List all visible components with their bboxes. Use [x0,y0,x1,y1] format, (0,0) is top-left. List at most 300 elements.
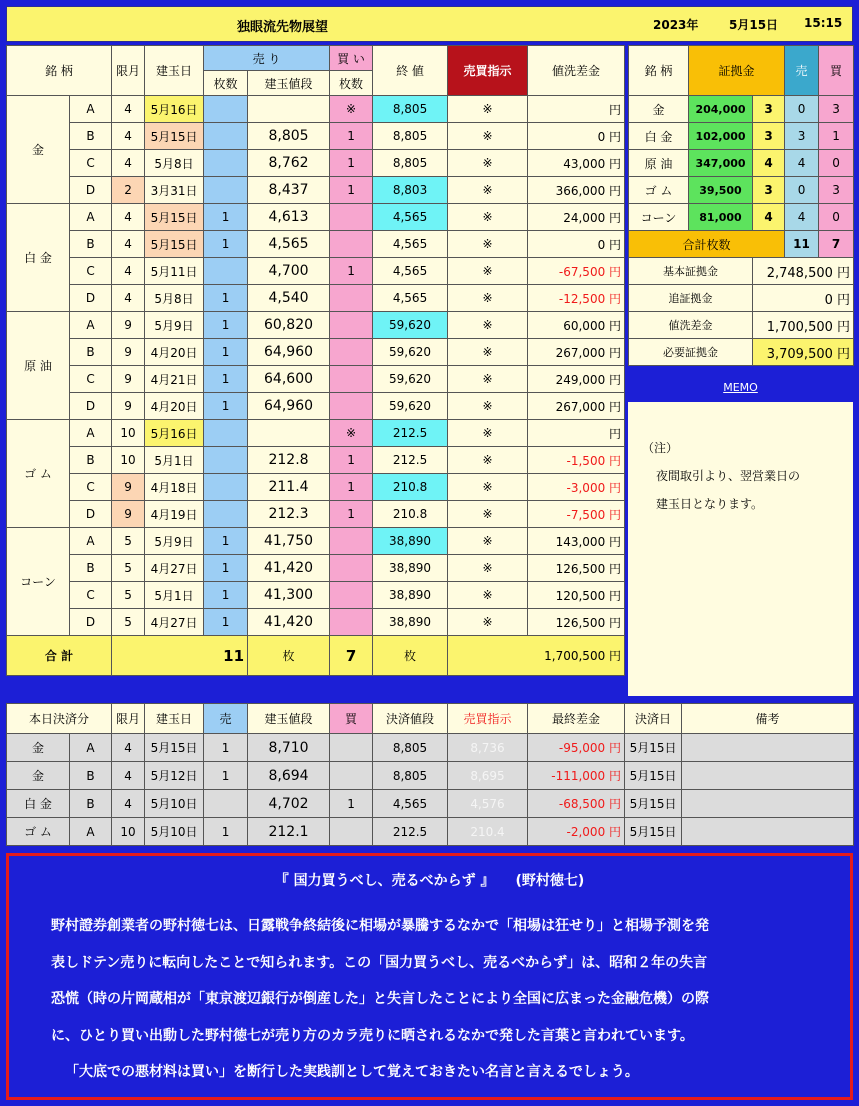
total-buy-unit: 枚 [373,636,448,676]
valuation-diff: 0 円 [528,123,625,150]
total-diff: 1,700,500 円 [448,636,625,676]
contract-label: B [70,231,112,258]
settle-open-date: 5月10日 [145,790,204,818]
open-date: 5月16日 [145,96,204,123]
valuation-diff: 143,000 円 [528,528,625,555]
sell-qty: 1 [204,609,248,636]
margin-col-buy: 買 [819,46,854,96]
open-date: 5月15日 [145,123,204,150]
settle-brand: 金 [7,734,70,762]
settle-col-open-date: 建玉日 [145,704,204,734]
total-count-sell: 11 [785,231,819,258]
sell-qty: 1 [204,582,248,609]
close-price: 59,620 [373,366,448,393]
open-price: 211.4 [248,474,330,501]
trade-signal: ※ [448,204,528,231]
settle-sell: 1 [204,734,248,762]
sell-qty: 1 [204,231,248,258]
col-brand: 銘 柄 [7,46,112,96]
open-date: 5月1日 [145,582,204,609]
close-price: 59,620 [373,339,448,366]
open-date: 5月9日 [145,528,204,555]
col-diff: 値洗差金 [528,46,625,96]
trade-signal: ※ [448,123,528,150]
open-date: 4月21日 [145,366,204,393]
settlement-table [6,703,854,846]
close-price: 38,890 [373,582,448,609]
valuation-diff: 120,500 円 [528,582,625,609]
contract-label: A [70,96,112,123]
settle-date: 5月15日 [625,734,682,762]
col-price: 建玉値段 [248,71,330,96]
close-price: 38,890 [373,609,448,636]
contract-month: 4 [112,285,145,312]
quote-body [51,908,831,1091]
summary-value: 0 円 [753,285,854,312]
buy-qty: ※ [330,420,373,447]
margin-units: 3 [753,123,785,150]
contract-label: D [70,177,112,204]
position-row [7,447,625,474]
close-price: 4,565 [373,258,448,285]
open-price [248,420,330,447]
buy-qty: 1 [330,150,373,177]
buy-qty [330,231,373,258]
open-price: 4,700 [248,258,330,285]
margin-brand: コーン [629,204,689,231]
settle-month: 4 [112,734,145,762]
brand-name: コーン [7,528,70,636]
margin-col-brand: 銘 柄 [629,46,689,96]
valuation-diff: 126,500 円 [528,609,625,636]
contract-month: 9 [112,501,145,528]
settle-col-sell: 売 [204,704,248,734]
position-row [7,285,625,312]
close-price: 8,803 [373,177,448,204]
valuation-diff: 0 円 [528,231,625,258]
total-count-buy: 7 [819,231,854,258]
contract-month: 4 [112,204,145,231]
open-date: 4月27日 [145,609,204,636]
trade-signal: ※ [448,501,528,528]
close-price: 59,620 [373,393,448,420]
position-row [7,339,625,366]
contract-month: 9 [112,339,145,366]
margin-summary-row [629,312,854,339]
open-price [248,96,330,123]
settle-col-settle-date: 決済日 [625,704,682,734]
open-date: 4月19日 [145,501,204,528]
settle-final-diff: -2,000 円 [528,818,625,846]
contract-month: 4 [112,96,145,123]
sell-qty [204,96,248,123]
settle-price: 8,710 [248,734,330,762]
buy-qty [330,582,373,609]
settle-buy: 1 [330,790,373,818]
contract-month: 9 [112,393,145,420]
trade-signal: ※ [448,393,528,420]
contract-month: 5 [112,528,145,555]
contract-month: 9 [112,474,145,501]
trade-signal: ※ [448,555,528,582]
close-price: 59,620 [373,312,448,339]
valuation-diff: -1,500 円 [528,447,625,474]
total-count-label: 合計枚数 [629,231,785,258]
open-price: 4,540 [248,285,330,312]
position-row [7,555,625,582]
contract-month: 5 [112,582,145,609]
trade-signal: ※ [448,150,528,177]
trade-signal: ※ [448,177,528,204]
position-row [7,528,625,555]
position-row [7,420,625,447]
summary-label: 追証拠金 [629,285,753,312]
settle-signal: 8,695 [448,762,528,790]
close-price: 4,565 [373,285,448,312]
buy-qty: 1 [330,123,373,150]
open-price: 64,960 [248,393,330,420]
col-buy-qty: 枚数 [330,71,373,96]
trade-signal: ※ [448,312,528,339]
total-buy-qty: 7 [330,636,373,676]
summary-value: 3,709,500 円 [753,339,854,366]
settle-contract: B [70,762,112,790]
settle-open-date: 5月12日 [145,762,204,790]
settle-signal: 8,736 [448,734,528,762]
buy-qty: 1 [330,474,373,501]
quote-line: 野村證券創業者の野村徳七は、日露戦争終結後に相場が暴騰するなかで「相場は狂せり」と相場予測を発 [51,918,709,934]
trade-signal: ※ [448,474,528,501]
buy-qty: ※ [330,96,373,123]
open-price: 8,762 [248,150,330,177]
sell-qty [204,177,248,204]
margin-brand: 金 [629,96,689,123]
settle-contract: A [70,818,112,846]
settle-col-final-diff: 最終差金 [528,704,625,734]
buy-qty [330,312,373,339]
sell-qty: 1 [204,366,248,393]
position-row [7,501,625,528]
settlement-row [7,734,854,762]
close-price: 212.5 [373,447,448,474]
buy-qty [330,285,373,312]
settle-month: 4 [112,762,145,790]
trade-signal: ※ [448,366,528,393]
close-price: 38,890 [373,528,448,555]
buy-qty: 1 [330,447,373,474]
settle-final-diff: -95,000 円 [528,734,625,762]
margin-amount: 102,000 [689,123,753,150]
memo-panel [628,402,853,696]
valuation-diff: 126,500 円 [528,555,625,582]
total-sell-qty: 11 [112,636,248,676]
sell-qty [204,447,248,474]
margin-units: 3 [753,96,785,123]
buy-qty [330,528,373,555]
margin-sell: 4 [785,150,819,177]
total-sell-unit: 枚 [248,636,330,676]
open-date: 5月8日 [145,285,204,312]
trade-signal: ※ [448,96,528,123]
summary-label: 必要証拠金 [629,339,753,366]
open-date: 4月18日 [145,474,204,501]
settle-brand: 白 金 [7,790,70,818]
settle-date: 5月15日 [625,762,682,790]
position-row [7,96,625,123]
settle-buy [330,762,373,790]
settle-open-date: 5月15日 [145,734,204,762]
valuation-diff: 円 [528,420,625,447]
margin-amount: 204,000 [689,96,753,123]
contract-label: C [70,366,112,393]
valuation-diff: 24,000 円 [528,204,625,231]
open-date: 5月15日 [145,231,204,258]
margin-buy: 1 [819,123,854,150]
settle-note [682,790,854,818]
sell-qty: 1 [204,285,248,312]
position-row [7,258,625,285]
brand-name: 原 油 [7,312,70,420]
settle-price: 8,694 [248,762,330,790]
open-date: 4月20日 [145,339,204,366]
header-date: 5月15日 [729,18,779,32]
brand-name: 白 金 [7,204,70,312]
valuation-diff: -12,500 円 [528,285,625,312]
settle-month: 10 [112,818,145,846]
margin-buy: 3 [819,96,854,123]
sell-qty [204,501,248,528]
position-row [7,312,625,339]
page-title: 独眼流先物展望 [237,20,329,35]
open-date: 5月15日 [145,204,204,231]
settle-note [682,818,854,846]
buy-qty: 1 [330,177,373,204]
contract-label: D [70,393,112,420]
settle-month: 4 [112,790,145,818]
margin-row [629,177,854,204]
margin-amount: 347,000 [689,150,753,177]
open-date: 5月9日 [145,312,204,339]
settle-buy [330,734,373,762]
position-row [7,123,625,150]
contract-month: 5 [112,609,145,636]
settle-note [682,762,854,790]
valuation-diff: -7,500 円 [528,501,625,528]
open-price: 212.3 [248,501,330,528]
margin-summary-row [629,339,854,366]
valuation-diff: 249,000 円 [528,366,625,393]
quote-line: に、ひとり買い出動した野村徳七が売り方のカラ売りに晒されるなかで発した言葉と言われています。 [51,1027,694,1044]
margin-amount: 81,000 [689,204,753,231]
memo-line: 夜間取引より、翌営業日の [656,469,801,483]
settle-open-date: 5月10日 [145,818,204,846]
contract-label: A [70,204,112,231]
trade-signal: ※ [448,258,528,285]
trade-signal: ※ [448,447,528,474]
contract-month: 4 [112,258,145,285]
valuation-diff: 円 [528,96,625,123]
settlement-row [7,762,854,790]
contract-month: 9 [112,312,145,339]
sell-qty: 1 [204,312,248,339]
margin-col-margin: 証拠金 [689,46,785,96]
position-row [7,609,625,636]
quote-title: 『 国力買うべし、売るべからず 』 (野村徳七) [274,873,585,889]
settle-contract: B [70,790,112,818]
contract-month: 4 [112,231,145,258]
header-year: 2023年 [653,18,699,32]
quote-line: 表しドテン売りに転向したことで知られます。この「国力買うべし、売るべからず」は、昭和２年の失言 [51,954,708,971]
margin-buy: 3 [819,177,854,204]
open-price: 64,600 [248,366,330,393]
settle-col-settle-price: 決済値段 [373,704,448,734]
trade-signal-button[interactable]: 売買指示 [448,46,528,96]
open-price: 4,613 [248,204,330,231]
margin-brand: 白 金 [629,123,689,150]
open-date: 3月31日 [145,177,204,204]
settle-date: 5月15日 [625,818,682,846]
buy-qty [330,366,373,393]
valuation-diff: 366,000 円 [528,177,625,204]
contract-month: 5 [112,555,145,582]
trade-signal: ※ [448,285,528,312]
sell-qty: 1 [204,528,248,555]
buy-qty: 1 [330,501,373,528]
memo-line: （注） [642,441,679,455]
margin-table [628,45,854,366]
open-date: 5月1日 [145,447,204,474]
trade-signal: ※ [448,339,528,366]
open-price: 4,565 [248,231,330,258]
buy-qty: 1 [330,258,373,285]
summary-label: 値洗差金 [629,312,753,339]
close-price: 210.8 [373,501,448,528]
settle-sell [204,790,248,818]
margin-sell: 3 [785,123,819,150]
settle-final-diff: -111,000 円 [528,762,625,790]
header-bar [6,6,853,42]
open-date: 4月27日 [145,555,204,582]
header-time: 15:15 [804,16,843,30]
close-price: 4,565 [373,231,448,258]
close-price: 210.8 [373,474,448,501]
col-open-date: 建玉日 [145,46,204,96]
col-buy-group: 買 い [330,46,373,71]
summary-value: 2,748,500 円 [753,258,854,285]
memo-line: 建玉日となります。 [656,497,764,511]
open-price: 41,300 [248,582,330,609]
settle-signal: 4,576 [448,790,528,818]
sell-qty [204,123,248,150]
buy-qty [330,555,373,582]
settle-note [682,734,854,762]
contract-label: D [70,285,112,312]
open-price: 8,805 [248,123,330,150]
brand-name: 金 [7,96,70,204]
positions-table [6,45,625,676]
open-price: 41,420 [248,609,330,636]
margin-row [629,123,854,150]
position-row [7,177,625,204]
margin-row [629,96,854,123]
sell-qty [204,150,248,177]
quote-line: 恐慌（時の片岡蔵相が「東京渡辺銀行が倒産した」と失言したことにより全国に広まった金融危機）の際 [51,991,709,1007]
settlement-row [7,818,854,846]
col-month: 限月 [112,46,145,96]
settlement-row [7,790,854,818]
sell-qty: 1 [204,204,248,231]
contract-month: 10 [112,447,145,474]
settle-col-brand: 本日決済分 [7,704,112,734]
settle-close: 212.5 [373,818,448,846]
settle-close: 4,565 [373,790,448,818]
close-price: 8,805 [373,96,448,123]
summary-value: 1,700,500 円 [753,312,854,339]
settle-buy [330,818,373,846]
buy-qty [330,339,373,366]
open-date: 5月16日 [145,420,204,447]
margin-buy: 0 [819,204,854,231]
contract-label: B [70,339,112,366]
contract-label: D [70,609,112,636]
close-price: 4,565 [373,204,448,231]
margin-units: 4 [753,150,785,177]
contract-month: 4 [112,123,145,150]
memo-link[interactable]: MEMO [723,381,758,394]
contract-label: C [70,150,112,177]
settle-final-diff: -68,500 円 [528,790,625,818]
settle-signal: 210.4 [448,818,528,846]
settle-sell: 1 [204,818,248,846]
sell-qty [204,474,248,501]
sell-qty [204,258,248,285]
valuation-diff: 267,000 円 [528,393,625,420]
open-price: 8,437 [248,177,330,204]
contract-month: 10 [112,420,145,447]
sell-qty [204,420,248,447]
col-sell-group: 売 り [204,46,330,71]
buy-qty [330,393,373,420]
contract-month: 9 [112,366,145,393]
margin-units: 4 [753,204,785,231]
settle-price: 4,702 [248,790,330,818]
margin-summary-row [629,285,854,312]
position-row [7,474,625,501]
margin-brand: 原 油 [629,150,689,177]
contract-label: B [70,447,112,474]
trade-signal: ※ [448,528,528,555]
position-row [7,150,625,177]
settle-col-signal: 売買指示 [448,704,528,734]
trade-signal: ※ [448,582,528,609]
margin-brand: ゴ ム [629,177,689,204]
margin-sell: 4 [785,204,819,231]
total-label: 合 計 [7,636,112,676]
margin-sell: 0 [785,96,819,123]
open-price: 41,750 [248,528,330,555]
position-row [7,231,625,258]
settle-close: 8,805 [373,734,448,762]
open-price: 212.8 [248,447,330,474]
position-row [7,393,625,420]
quote-line: 「大底での悪材料は買い」を断行した実践訓として覚えておきたい名言と言えるでしょう。 [65,1064,639,1080]
buy-qty [330,609,373,636]
contract-label: D [70,501,112,528]
settle-col-note: 備考 [682,704,854,734]
valuation-diff: -67,500 円 [528,258,625,285]
valuation-diff: -3,000 円 [528,474,625,501]
margin-buy: 0 [819,150,854,177]
